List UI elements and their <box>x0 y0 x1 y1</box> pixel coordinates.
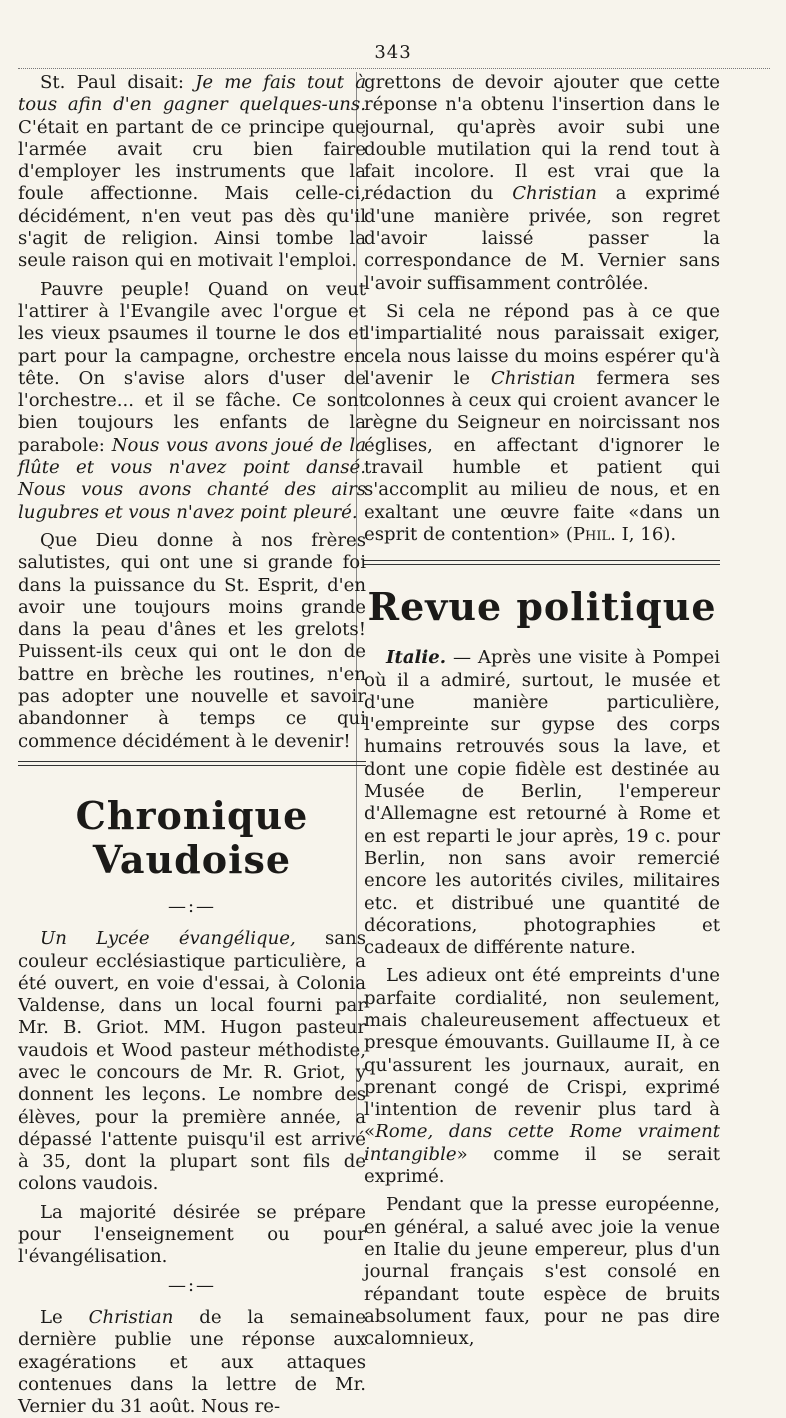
paragraph-lycee: Un Lycée évangélique, sans couleur ecclésiastique particulière, a été ouvert, en voie d'essai, à Colonia Valdense, dans un local fourni par Mr. B. Griot. MM. Hugon pasteur vaudois et Wood pasteur méthodiste, avec le concours de Mr. R. Griot, y donnent les leçons. Le nombre des élèves, pour la première année, a dépassé l'attente puisqu'il est arrivé à 35, dont la plupart sont fils de colons vaudois. <box>18 928 367 1195</box>
paragraph-salutistes: Que Dieu donne à nos frères salutistes, qui ont une si grande foi dans la puissance du St. Esprit, d'en avoir une toujours moins grande dans la peau d'ânes et les grelots! Puissent-ils ceux qui ont le don de battre en brèche les routines, n'en pas adopter une nouvelle et savoir abandonner à temps ce qui commence décidément à le devenir! <box>18 529 366 752</box>
country-heading: Italie. <box>386 647 447 669</box>
section-title-chronique-vaudoise: Chronique Vaudoise <box>75 792 309 882</box>
section-divider <box>18 761 366 766</box>
section-divider <box>364 560 720 565</box>
paragraph-christian: Le Christian de la semaine dernière publie une réponse aux exagérations et aux attaques contenues dans la lettre de Mr. Vernier du 31 août. Nous re- <box>18 1306 366 1418</box>
page-number: 343 <box>374 42 412 63</box>
separator-dash: —:— <box>167 1274 217 1296</box>
paragraph-italie: Italie. — Après une visite à Pompei où il a admiré, surtout, le musée et d'une manière particulière, l'empreinte sur gypse des corps humains retrouvés sous la lave, et dont une copie fidèle est destinée au Musée de Berlin, l'empereur d'Allemagne est retourné à Rome et en est reparti le jour après, 19 c. pour Berlin, non sans avoir remercié encore les autorités civiles, militaires etc. et distribué une quantité de décorations, photographies et cadeaux de différente nature. <box>364 647 720 959</box>
paragraph-continuation: grettons de devoir ajouter que cette réponse n'a obtenu l'insertion dans le journal, qu'après avoir subi une double mutilation qui la rend tout à fait incolore. Il est vrai que la rédaction du Christian a exprimé d'une manière privée, son regret d'avoir laissé passer la correspondance de M. Vernier sans l'avoir suffisamment contrôlée. <box>364 72 720 294</box>
paragraph-adieux: Les adieux ont été empreints d'une parfaite cordialité, non seulement, mais chaleureusement affectueux et presque émouvants. Guillaume II, à ce qu'assurent les journaux, aurait, en prenant congé de Crispi, exprimé l'intention de revenir plus tard à «Rome, dans cette Rome vraiment intangible» comme il se serait exprimé. <box>364 965 720 1188</box>
quote-parabole: Nous vous avons joué de la flûte et vous n'avez point dansé. Nous vous avons chanté des airs lugubres et vous n'avez point pleuré. <box>18 434 367 523</box>
left-column <box>18 72 366 1418</box>
header-rule <box>18 68 770 69</box>
paragraph-presse: Pendant que la presse européenne, en général, a salué avec joie la venue en Italie du jeune empereur, plus d'un journal français s'est consolé en répandant toute espèce de bruits absolument faux, pour ne pas dire calomnieux, <box>364 1194 720 1350</box>
paragraph-st-paul: St. Paul disait: Je me fais tout à tous afin d'en gagner quelques-uns. C'était en partant de ce principe que l'armée avait cru bien faire d'employer les instruments que la foule affectionne. Mais celle-ci, décidément, n'en veut pas dès qu'il s'agit de religion. Ainsi tombe la seule raison qui en motivait l'emploi. <box>18 72 367 272</box>
separator-dash: —:— <box>167 895 217 917</box>
paragraph-impartialite: Si cela ne répond pas à ce que l'impartialité nous paraissait exiger, cela nous laisse du moins espérer qu'à l'avenir le Christian fermera ses colonnes à ceux qui croient avancer le règne du Seigneur en noircissant nos églises, en affectant d'ignorer le travail humble et patient qui s'accomplit au milieu de nous, et en exaltant une œuvre faite «dans un esprit de contention» (Phil. I, 16). <box>364 300 720 545</box>
section-title-revue-politique: Revue politique <box>367 584 717 630</box>
right-column <box>364 72 720 1350</box>
quote-st-paul: Je me fais tout à tous afin d'en gagner quelques-uns. <box>18 72 367 116</box>
paragraph-pauvre-peuple: Pauvre peuple! Quand on veut l'attirer à l'Evangile avec l'orgue et les vieux psaumes il tourne le dos et part pour la campagne, orchestre en tête. On s'avise alors d'user de l'orchestre... et il se fâche. Ce sont bien toujours les enfants de la parabole: Nous vous avons joué de la flûte et vous n'avez point dansé. Nous vous avons chanté des airs lugubres et vous n'avez point pleuré. <box>18 278 367 523</box>
paragraph-majorite: La majorité désirée se prépare pour l'enseignement ou pour l'évangélisation. <box>18 1201 366 1268</box>
